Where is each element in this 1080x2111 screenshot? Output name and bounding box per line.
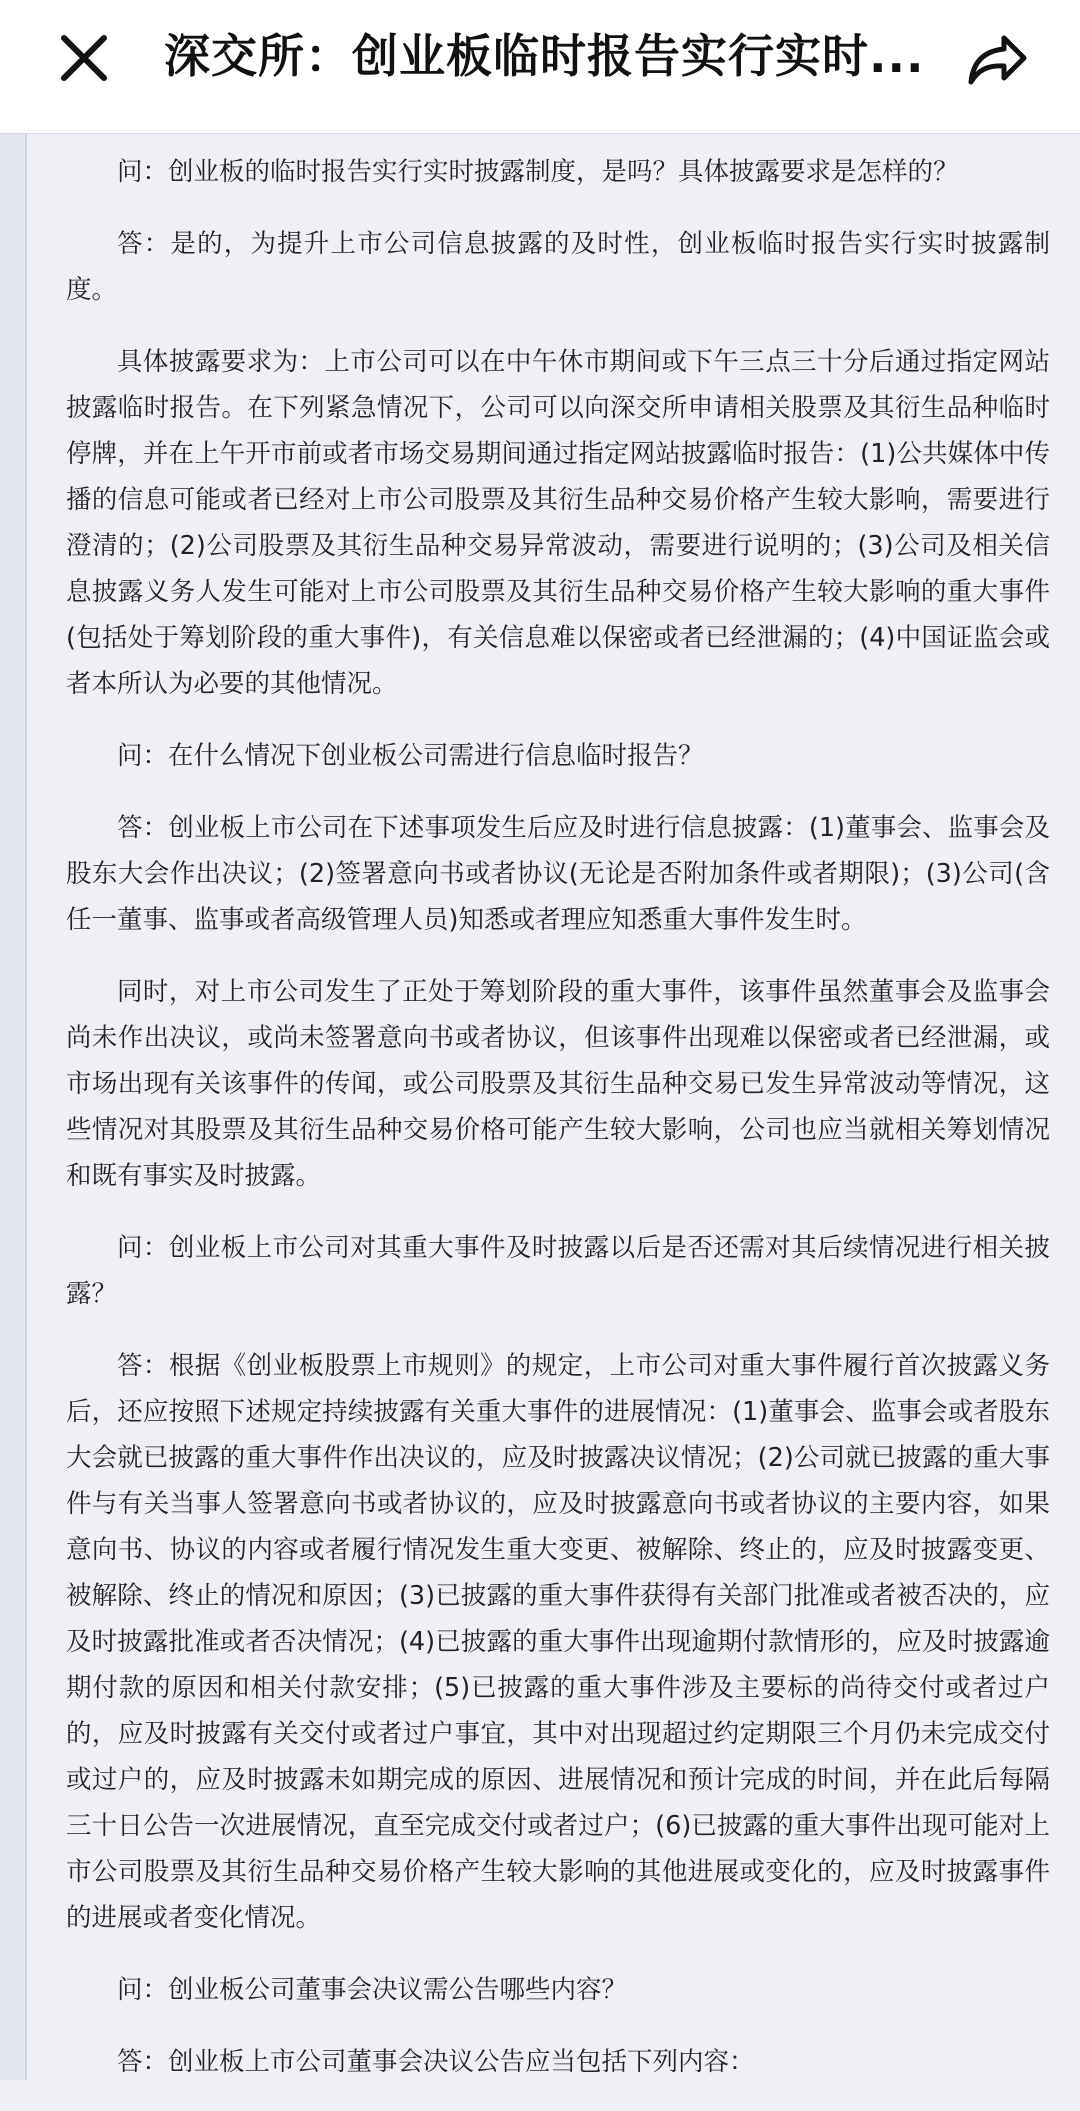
top-bar bbox=[0, 0, 1080, 134]
left-rail bbox=[0, 134, 27, 2080]
paragraph: 答：根据《创业板股票上市规则》的规定，上市公司对重大事件履行首次披露义务后，还应按照下述规定持续披露有关重大事件的进展情况：(1)董事会、监事会或者股东大会就已披露的重大事件作出决议的，应及时披露决议情况；(2)公司就已披露的重大事件与有关当事人签署意向书或者协议的，应及时披露意向书或者协议的主要内容，如果意向书、协议的内容或者履行情况发生重大变更、被解除、终止的，应及时披露变更、被解除、终止的情况和原因；(3)已披露的重大事件获得有关部门批准或者被否决的，应及时披露批准或者否决情况；(4)已披露的重大事件出现逾期付款情形的，应及时披露逾期付款的原因和相关付款安排；(5)已披露的重大事件涉及主要标的尚待交付或者过户的，应及时披露有关交付或者过户事宜，其中对出现超过约定期限三个月仍未完成交付或过户的，应及时披露未如期完成的原因、进展情况和预计完成的时间，并在此后每隔三十日公告一次进展情况，直至完成交付或者过户；(6)已披露的重大事件出现可能对上市公司股票及其衍生品种交易价格产生较大影响的其他进展或变化的，应及时披露事件的进展或者变化情况。 bbox=[66, 1351, 1050, 1933]
close-button[interactable] bbox=[48, 22, 120, 94]
article-body[interactable] bbox=[66, 134, 1050, 2111]
paragraph: 答：创业板上市公司董事会决议公告应当包括下列内容： bbox=[117, 2047, 755, 2077]
close-icon bbox=[58, 32, 110, 84]
paragraph: 问：创业板上市公司对其重大事件及时披露以后是否还需对其后续情况进行相关披露？ bbox=[66, 1233, 1050, 1309]
paragraph: 问：创业板公司董事会决议需公告哪些内容？ bbox=[117, 1975, 628, 2005]
share-button[interactable] bbox=[958, 20, 1038, 100]
paragraph: 问：创业板的临时报告实行实时披露制度，是吗？具体披露要求是怎样的？ bbox=[117, 157, 959, 187]
paragraph: 答：是的，为提升上市公司信息披露的及时性，创业板临时报告实行实时披露制度。 bbox=[66, 229, 1050, 305]
share-icon bbox=[966, 32, 1030, 88]
paragraph: 同时，对上市公司发生了正处于筹划阶段的重大事件，该事件虽然董事会及监事会尚未作出决议，或尚未签署意向书或者协议，但该事件出现难以保密或者已经泄漏，或市场出现有关该事件的传闻，或公司股票及其衍生品种交易已发生异常波动等情况，这些情况对其股票及其衍生品种交易价格可能产生较大影响，公司也应当就相关筹划情况和既有事实及时披露。 bbox=[66, 977, 1050, 1191]
paragraph: 问：在什么情况下创业板公司需进行信息临时报告？ bbox=[117, 741, 704, 771]
paragraph: 具体披露要求为：上市公司可以在中午休市期间或下午三点三十分后通过指定网站披露临时报告。在下列紧急情况下，公司可以向深交所申请相关股票及其衍生品种临时停牌，并在上午开市前或者市场交易期间通过指定网站披露临时报告：(1)公共媒体中传播的信息可能或者已经对上市公司股票及其衍生品种交易价格产生较大影响，需要进行澄清的；(2)公司股票及其衍生品种交易异常波动，需要进行说明的；(3)公司及相关信息披露义务人发生可能对上市公司股票及其衍生品种交易价格产生较大影响的重大事件(包括处于筹划阶段的重大事件)，有关信息难以保密或者已经泄漏的；(4)中国证监会或者本所认为必要的其他情况。 bbox=[66, 347, 1050, 699]
page-title: 深交所：创业板临时报告实行实时... bbox=[164, 29, 924, 83]
paragraph: 答：创业板上市公司在下述事项发生后应及时进行信息披露：(1)董事会、监事会及股东大会作出决议；(2)签署意向书或者协议(无论是否附加条件或者期限)；(3)公司(含任一董事、监事或者高级管理人员)知悉或者理应知悉重大事件发生时。 bbox=[66, 813, 1050, 935]
